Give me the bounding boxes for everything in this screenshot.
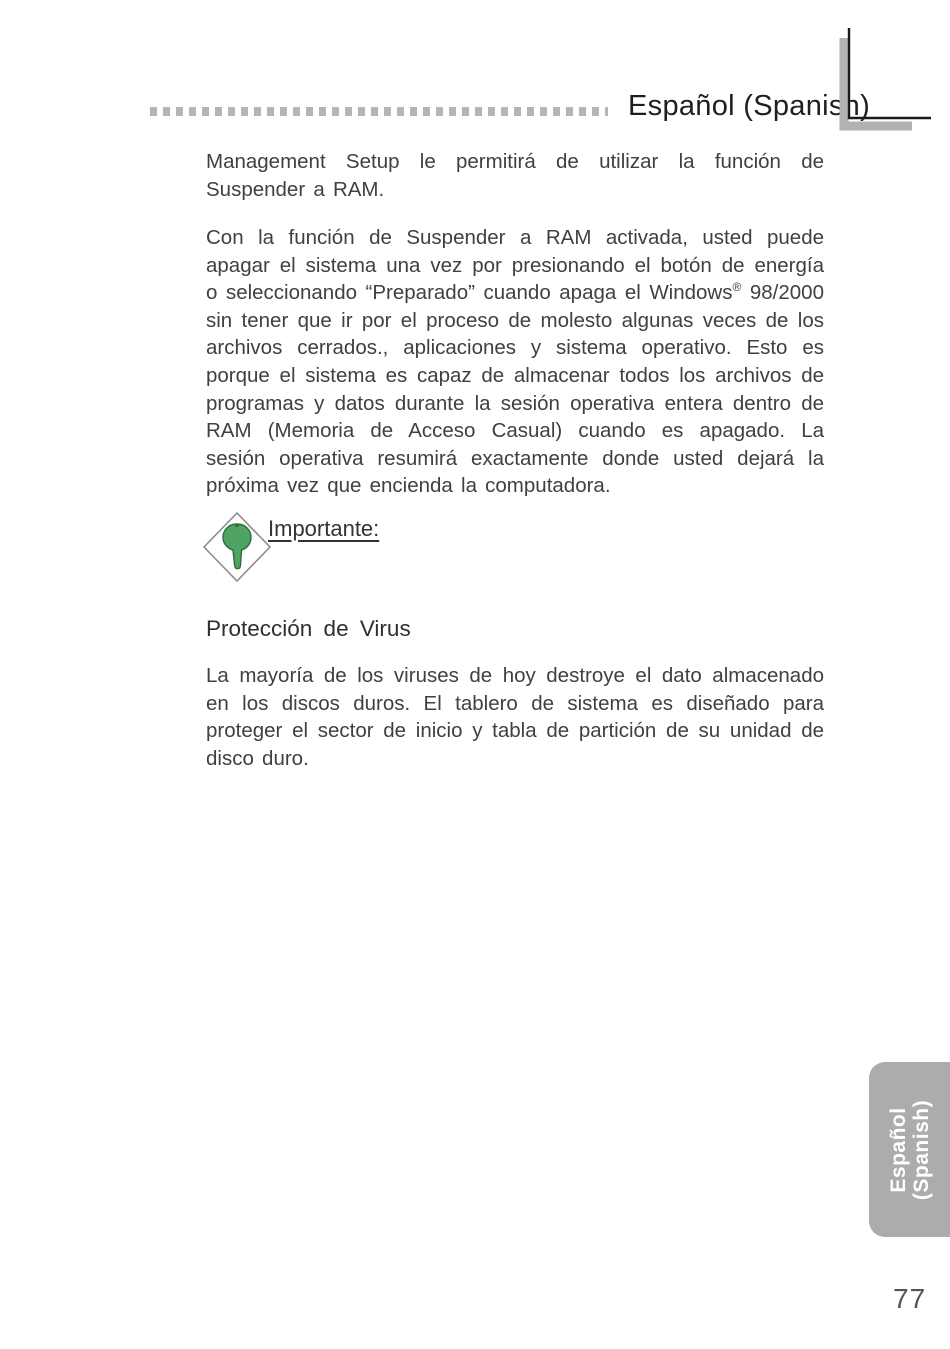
paragraph-management-setup: Management Setup le permitirá de utilizar la función de Suspender a RAM. [206,150,824,201]
registered-trademark-sup: ® [732,280,742,295]
paragraph-virus-protection: La mayoría de los viruses de hoy destroye el dato almacenado en los discos duros. El tablero de sistema es diseñado para proteger el sector de inicio y tabla de partición de su unidad de disco duro. [206,664,824,770]
virus-protection-heading: Protección de Virus [206,616,411,641]
important-label: Importante: [268,516,380,541]
side-tab-line2: (Spanish) [909,1099,933,1200]
paragraph-text-after-sup: 98/2000 sin tener que ir por el proceso de molesto algunas veces de los archivos cerrados., aplicaciones y sistema operativo. Esto es porque el sistema es capaz de almacenar todos los archivos de programas y datos durante la sesión operativa entera dentro de RAM (Memoria de Acceso Casual) cuando es apagado. La sesión operativa resumirá exactamente donde usted dejará la próxima vez que encienda la computadora. [206,281,824,498]
side-tab-line1: Español [886,1106,910,1193]
important-bulb-icon [201,510,273,584]
page-header-title: Español (Spanish) [628,90,871,122]
dashed-rule-decoration [150,107,608,116]
page-number: 77 [893,1283,927,1314]
language-side-tab-label [887,1099,933,1199]
paragraph-text-before-sup: Con la función de Suspender a RAM activada, usted puede apagar el sistema una vez por presionando el botón de energía o seleccionando “Preparado” cuando apaga el Windows [206,226,824,305]
paragraph-suspend-to-ram [206,224,824,500]
corner-bracket-decoration [836,24,950,136]
language-side-tab [869,1062,950,1237]
